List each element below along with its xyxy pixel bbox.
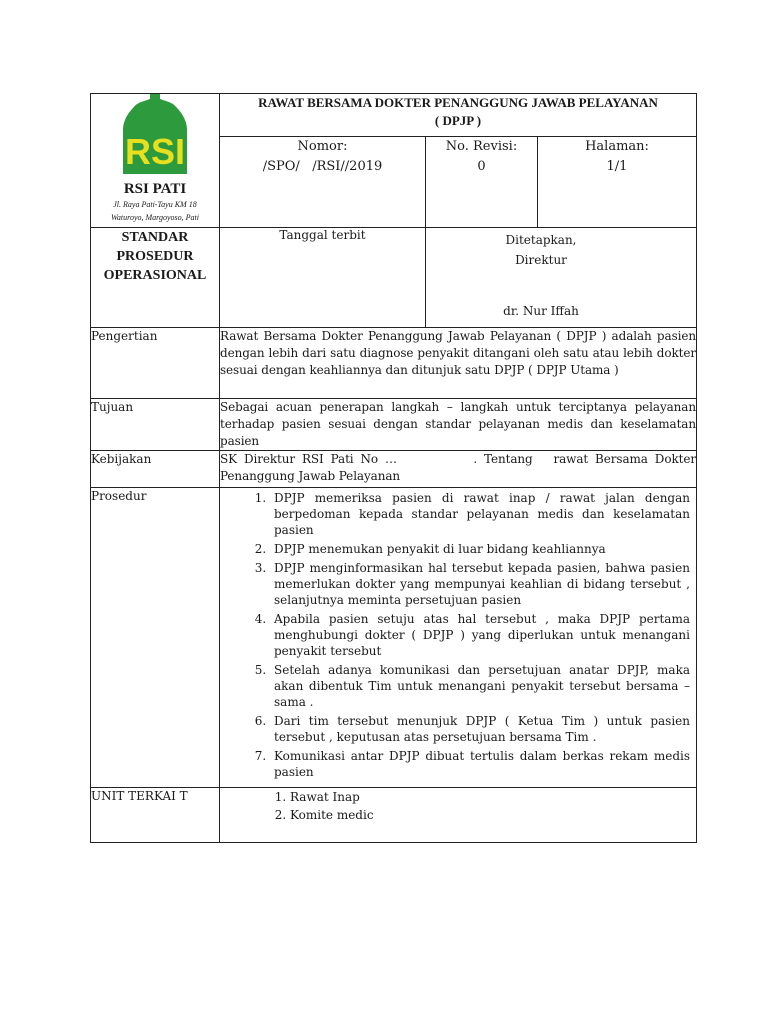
ditetapkan-label: Ditetapkan, (505, 233, 577, 247)
prosedur-step: 4. Apabila pasien setuju atas hal tersebut , maka DPJP pertama menghubungi dokter ( DPJP ) yang diperlukan untuk menangani penyakit tersebut (270, 611, 690, 659)
prosedur-step: 3. DPJP menginformasikan hal tersebut kepada pasien, bahwa pasien memerlukan dokter yang mempunyai keahlian di bidang tersebut , selanjutnya meminta persetujuan pasien (270, 560, 690, 608)
document-title (220, 94, 697, 137)
pengertian-label: Pengertian (91, 328, 220, 399)
tujuan-label: Tujuan (91, 399, 220, 451)
standar-line1: STANDAR (121, 230, 189, 245)
halaman-cell (538, 137, 697, 228)
jabatan-label: Direktur (515, 253, 567, 267)
standar-prosedur-label (91, 228, 220, 328)
halaman-label: Halaman: (585, 139, 649, 154)
prosedur-cell (220, 488, 697, 788)
prosedur-step: 6. Dari tim tersebut menunjuk DPJP ( Ketua Tim ) untuk pasien tersebut , keputusan atas persetujuan bersama Tim . (270, 713, 690, 745)
hospital-address-line2: Waturoyo, Margoyoso, Pati (111, 213, 199, 222)
title-line1: RAWAT BERSAMA DOKTER PENANGGUNG JAWAB PELAYANAN (258, 95, 658, 110)
title-line2: ( DPJP ) (434, 113, 482, 128)
hospital-name: RSI PATI (123, 181, 187, 197)
standar-line3: OPERASIONAL (103, 268, 207, 283)
tanggal-terbit-cell (220, 228, 426, 328)
prosedur-steps (220, 490, 696, 780)
unit-item: 1. Rawat Inap (290, 788, 690, 806)
nomor-cell (220, 137, 426, 228)
kebijakan-label: Kebijakan (91, 451, 220, 488)
rsi-logo (117, 94, 193, 176)
hospital-address-line1: Jl. Raya Pati-Tayu KM 18 (113, 200, 197, 209)
spo-document (90, 93, 700, 847)
hospital-logo-cell (91, 94, 220, 228)
unit-item: 2. Komite medic (290, 806, 690, 824)
kebijakan-text: SK Direktur RSI Pati No … . Tentang rawat Bersama Dokter Penanggung Jawab Pelayanan (220, 451, 697, 488)
nomor-value: /SPO/ /RSI//2019 (262, 159, 383, 174)
ditetapkan-cell (426, 228, 697, 328)
unit-terkait-cell (220, 788, 697, 843)
logo-lettering: RSI (124, 131, 186, 172)
prosedur-step: 1. DPJP memeriksa pasien di rawat inap / rawat jalan dengan berpedoman kepada standar pelayanan medis dan keselamatan pasien (270, 490, 690, 538)
halaman-value: 1/1 (606, 159, 628, 174)
standar-line2: PROSEDUR (116, 249, 194, 264)
revisi-label: No. Revisi: (445, 139, 518, 154)
prosedur-step: 2. DPJP menemukan penyakit di luar bidang keahliannya (270, 541, 690, 557)
prosedur-label: Prosedur (91, 488, 220, 788)
signer-name: dr. Nur Iffah (503, 304, 579, 318)
prosedur-step: 7. Komunikasi antar DPJP dibuat tertulis dalam berkas rekam medis pasien (270, 748, 690, 780)
unit-terkait-label: UNIT TERKAI T (91, 788, 220, 843)
pengertian-text: Rawat Bersama Dokter Penanggung Jawab Pelayanan ( DPJP ) adalah pasien dengan lebih dari satu diagnose penyakit ditangani oleh satu atau lebih dokter sesuai dengan keahliannya dan ditunjuk satu DPJP ( DPJP Utama ) (220, 328, 697, 399)
tujuan-text: Sebagai acuan penerapan langkah – langkah untuk terciptanya pelayanan terhadap pasien sesuai dengan standar pelayanan medis dan keselamatan pasien (220, 399, 697, 451)
unit-list (220, 788, 696, 824)
prosedur-step: 5. Setelah adanya komunikasi dan persetujuan anatar DPJP, maka akan dibentuk Tim untuk menangani penyakit tersebut bersama – sama . (270, 662, 690, 710)
nomor-label: Nomor: (297, 139, 348, 154)
revisi-value: 0 (477, 159, 486, 174)
spo-table (90, 93, 700, 843)
tanggal-terbit-label: Tanggal terbit (279, 228, 366, 242)
revisi-cell (426, 137, 538, 228)
